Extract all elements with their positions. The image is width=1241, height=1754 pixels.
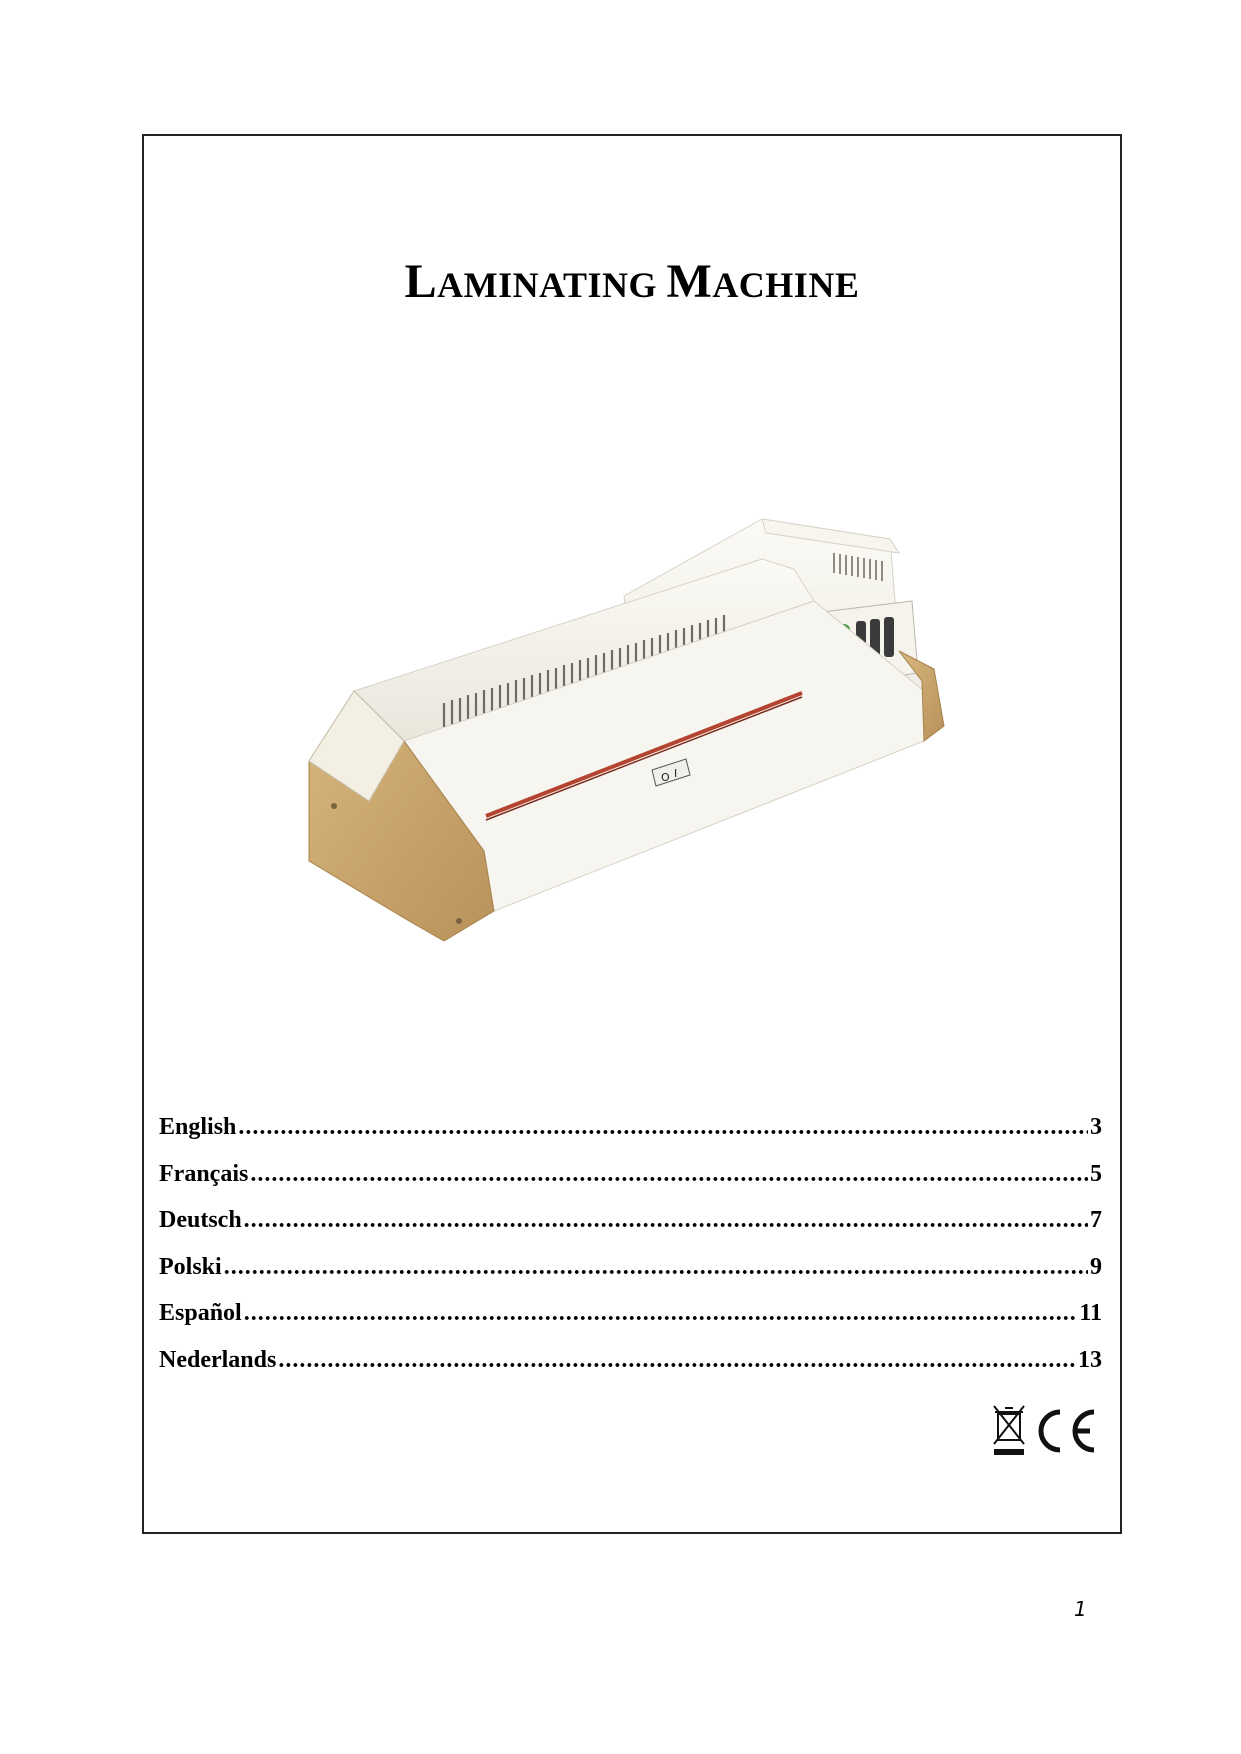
toc-page-number: 3 [1090, 1114, 1102, 1140]
title-initial-1: L [404, 255, 438, 308]
toc-leader-dots [224, 1254, 1088, 1281]
toc-page-number: 9 [1090, 1253, 1102, 1280]
toc-label: Polski [159, 1253, 222, 1280]
toc-leader-dots [278, 1347, 1076, 1374]
toc-page-number: 11 [1079, 1300, 1102, 1326]
toc-leader-dots [250, 1161, 1088, 1188]
toc-label: Español [159, 1300, 242, 1326]
laminating-machine-photo [294, 441, 1014, 941]
title-word-2: ACHINE [712, 265, 860, 305]
toc-label: Nederlands [159, 1346, 277, 1373]
document-title [144, 254, 1120, 309]
toc-entry-polski[interactable] [159, 1254, 1102, 1301]
table-of-contents [159, 1114, 1102, 1393]
toc-entry-english[interactable] [159, 1114, 1102, 1161]
svg-text:I: I [674, 767, 678, 780]
title-initial-2: M [666, 255, 713, 308]
toc-leader-dots [244, 1207, 1088, 1234]
toc-leader-dots [238, 1114, 1088, 1141]
toc-entry-francais[interactable] [159, 1161, 1102, 1208]
toc-page-number: 5 [1090, 1160, 1102, 1187]
ce-mark-icon [1041, 1412, 1094, 1450]
toc-page-number: 13 [1078, 1346, 1102, 1373]
toc-entry-deutsch[interactable] [159, 1207, 1102, 1254]
cover-frame [142, 134, 1122, 1534]
compliance-marks [990, 1402, 1100, 1462]
svg-text:O: O [661, 771, 670, 784]
toc-label: Deutsch [159, 1207, 242, 1233]
toc-entry-nederlands[interactable] [159, 1347, 1102, 1394]
toc-label: Français [159, 1160, 249, 1187]
toc-entry-espanol[interactable] [159, 1300, 1102, 1347]
weee-crossed-bin-icon [994, 1406, 1024, 1455]
title-word-1: AMINATING [437, 265, 657, 305]
page-number: 1 [1074, 1597, 1087, 1621]
toc-label: English [159, 1114, 237, 1140]
toc-page-number: 7 [1090, 1207, 1102, 1233]
toc-leader-dots [244, 1300, 1078, 1327]
